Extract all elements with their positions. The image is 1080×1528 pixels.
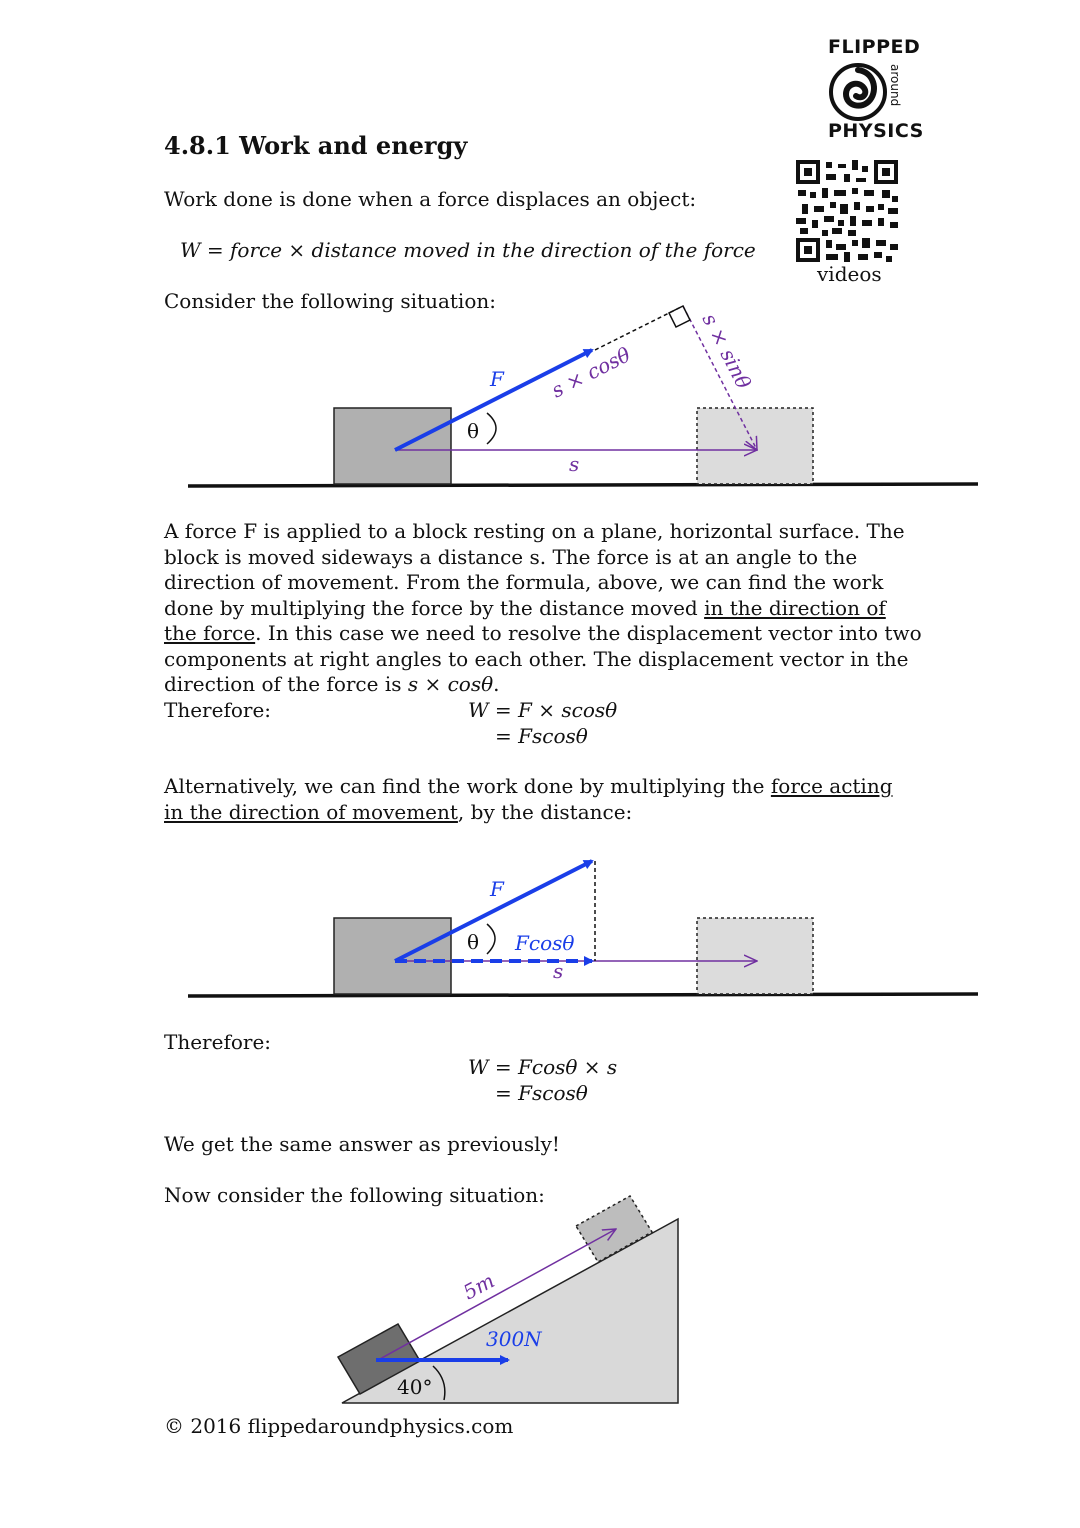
angle-arc bbox=[487, 924, 495, 954]
right-angle-mark bbox=[669, 306, 690, 327]
consider-text-2: Now consider the following situation: bbox=[164, 1183, 545, 1207]
diagram-inclined-plane bbox=[0, 1190, 1080, 1410]
force-label: F bbox=[490, 877, 504, 901]
logo bbox=[820, 36, 924, 146]
ground-line bbox=[188, 994, 978, 996]
component-label: Fcosθ bbox=[515, 931, 575, 955]
angle-arc bbox=[487, 413, 496, 444]
equation-1-line-2: = Fscosθ bbox=[495, 724, 588, 748]
spiral-icon bbox=[828, 60, 888, 124]
equation-1-line-1: W = F × scosθ bbox=[468, 698, 618, 722]
consider-text-1: Consider the following situation: bbox=[164, 289, 496, 313]
work-formula: W = force × distance moved in the direction of the force bbox=[180, 238, 756, 262]
footer-copyright: © 2016 flippedaroundphysics.com bbox=[164, 1414, 514, 1438]
displacement-label: s bbox=[569, 452, 580, 476]
underlined-direction-of-force: in the direction of the force bbox=[164, 595, 886, 645]
perp-label: s × sinθ bbox=[697, 309, 756, 393]
qr-code-icon[interactable] bbox=[796, 160, 898, 262]
diagram-force-displacement bbox=[0, 290, 1080, 500]
component-label: s × cosθ bbox=[547, 342, 635, 403]
logo-line2: PHYSICS bbox=[828, 120, 924, 142]
therefore-text-2: Therefore: bbox=[164, 1030, 272, 1054]
qr-caption: videos bbox=[817, 262, 882, 286]
displacement-label: s bbox=[553, 959, 564, 983]
ground-line bbox=[188, 484, 978, 486]
block bbox=[334, 408, 451, 484]
block bbox=[334, 918, 451, 994]
explanation-paragraph-1: A force F is applied to a block resting on a plane, horizontal surface. The block is moved sideways a distance s. The force is at an angle to the direction of movement. From the formula, above, we can find the work done by multiplying the force by the distance moved in the direction of the force. In this case we need to resolve the displacement vector into two components at right angles to each other. The displacement vector in the direction of the force is s × cosθ. Therefore: bbox=[164, 519, 922, 722]
angle-label: θ bbox=[467, 419, 480, 443]
underlined-force-in-direction: force acting in the direction of movement bbox=[164, 774, 893, 824]
angle-label: θ bbox=[467, 930, 480, 954]
angle-label: 40° bbox=[397, 1375, 433, 1399]
explanation-paragraph-2: Alternatively, we can find the work done by multiplying the force acting in the direction of movement, by the distance: bbox=[164, 774, 893, 824]
intro-text: Work done is done when a force displaces an object: bbox=[164, 187, 697, 211]
equation-2-line-1: W = Fcosθ × s bbox=[468, 1055, 618, 1079]
page-title: 4.8.1 Work and energy bbox=[164, 131, 468, 160]
diagram-force-component bbox=[0, 850, 1080, 1010]
same-answer-text: We get the same answer as previously! bbox=[164, 1132, 560, 1156]
equation-2-line-2: = Fscosθ bbox=[495, 1081, 588, 1105]
distance-label: 5m bbox=[459, 1268, 499, 1305]
logo-line1: FLIPPED bbox=[828, 36, 921, 58]
moved-block bbox=[697, 918, 813, 994]
force-label: F bbox=[490, 367, 504, 391]
logo-side-text: around bbox=[888, 64, 902, 107]
force-label: 300N bbox=[486, 1327, 542, 1351]
